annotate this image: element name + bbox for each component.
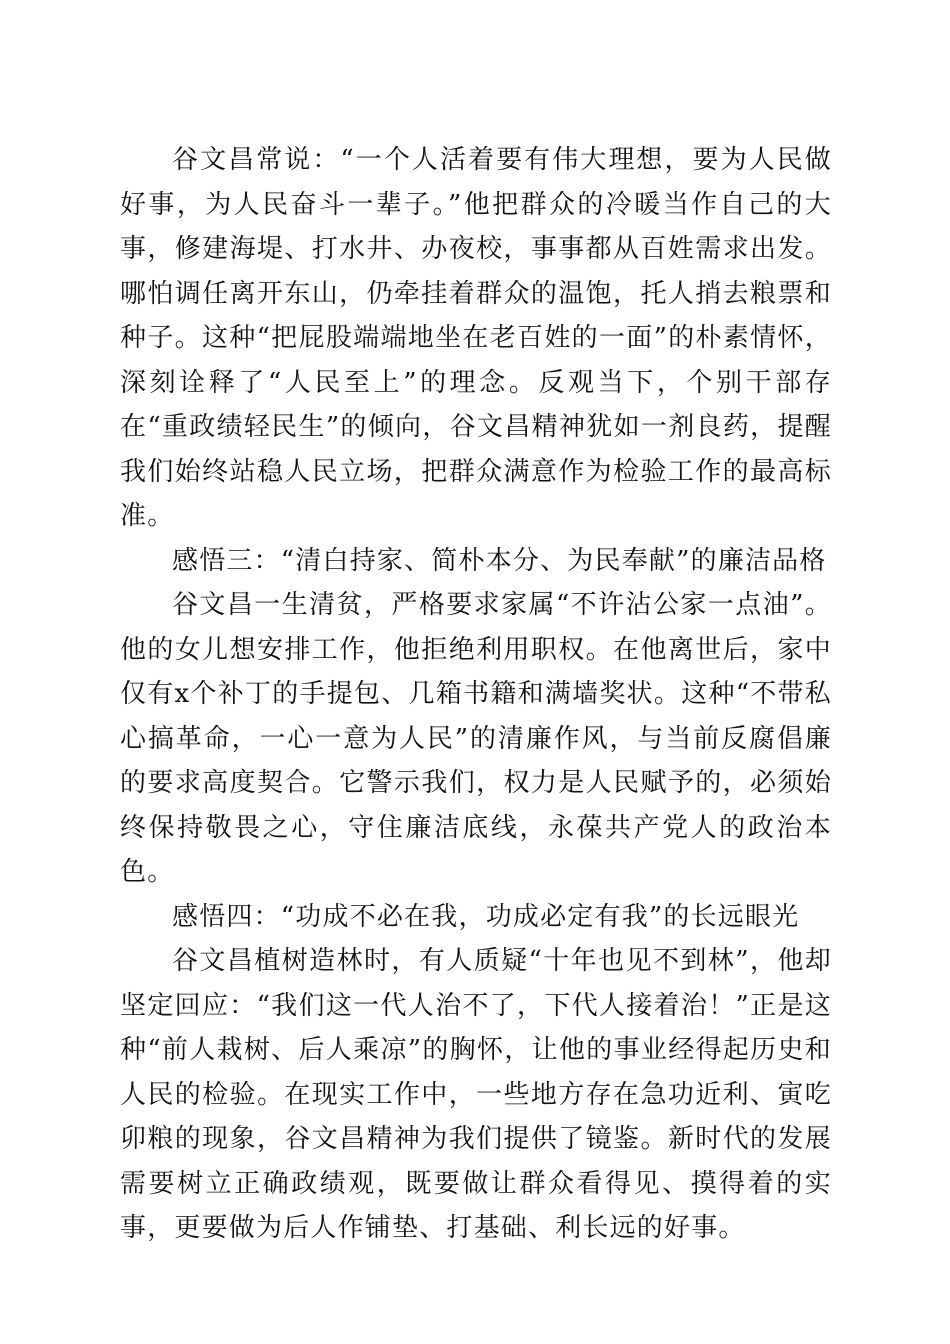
heading-insight-four: 感悟四：“功成不必在我，功成必定有我”的长远眼光 (172, 901, 800, 932)
paragraph-people-first: 谷文昌常说：“一个人活着要有伟大理想，要为人民做好事，为人民奋斗一辈子。”他把群众的冷暖当作自己的大事，修建海堤、打水井、办夜校，事事都从百姓需求出发。哪怕调任离开东山，仍牵挂着群众的温饱，托人捎去粮票和种子。这种“把屁股端端地坐在老百姓的一面”的朴素情怀，深刻诠释了“人民至上”的理念。反观当下，个别干部存在“重政绩轻民生”的倾向，谷文昌精神犹如一剂良药，提醒我们始终站稳人民立场，把群众满意作为检验工作的最高标准。 (120, 145, 832, 531)
document-body (120, 138, 832, 1251)
paragraph-integrity: 谷文昌一生清贫，严格要求家属“不许沾公家一点油”。他的女儿想安排工作，他拒绝利用职权。在他离世后，家中仅有x个补丁的手提包、几箱书籍和满墙奖状。这种“不带私心搞革命，一心一意为人民”的清廉作风，与当前反腐倡廉的要求高度契合。它警示我们，权力是人民赋予的，必须始终保持敬畏之心，守住廉洁底线，永葆共产党人的政治本色。 (120, 590, 832, 887)
heading-insight-three: 感悟三：“清白持家、简朴本分、为民奉献”的廉洁品格 (172, 545, 827, 576)
paragraph-long-term-vision: 谷文昌植树造林时，有人质疑“十年也见不到林”，他却坚定回应：“我们这一代人治不了，下代人接着治！”正是这种“前人栽树、后人乘凉”的胸怀，让他的事业经得起历史和人民的检验。在现实工作中，一些地方存在急功近利、寅吃卯粮的现象，谷文昌精神为我们提供了镜鉴。新时代的发展需要树立正确政绩观，既要做让群众看得见、摸得着的实事，更要做为后人作铺垫、打基础、利长远的好事。 (120, 946, 832, 1243)
